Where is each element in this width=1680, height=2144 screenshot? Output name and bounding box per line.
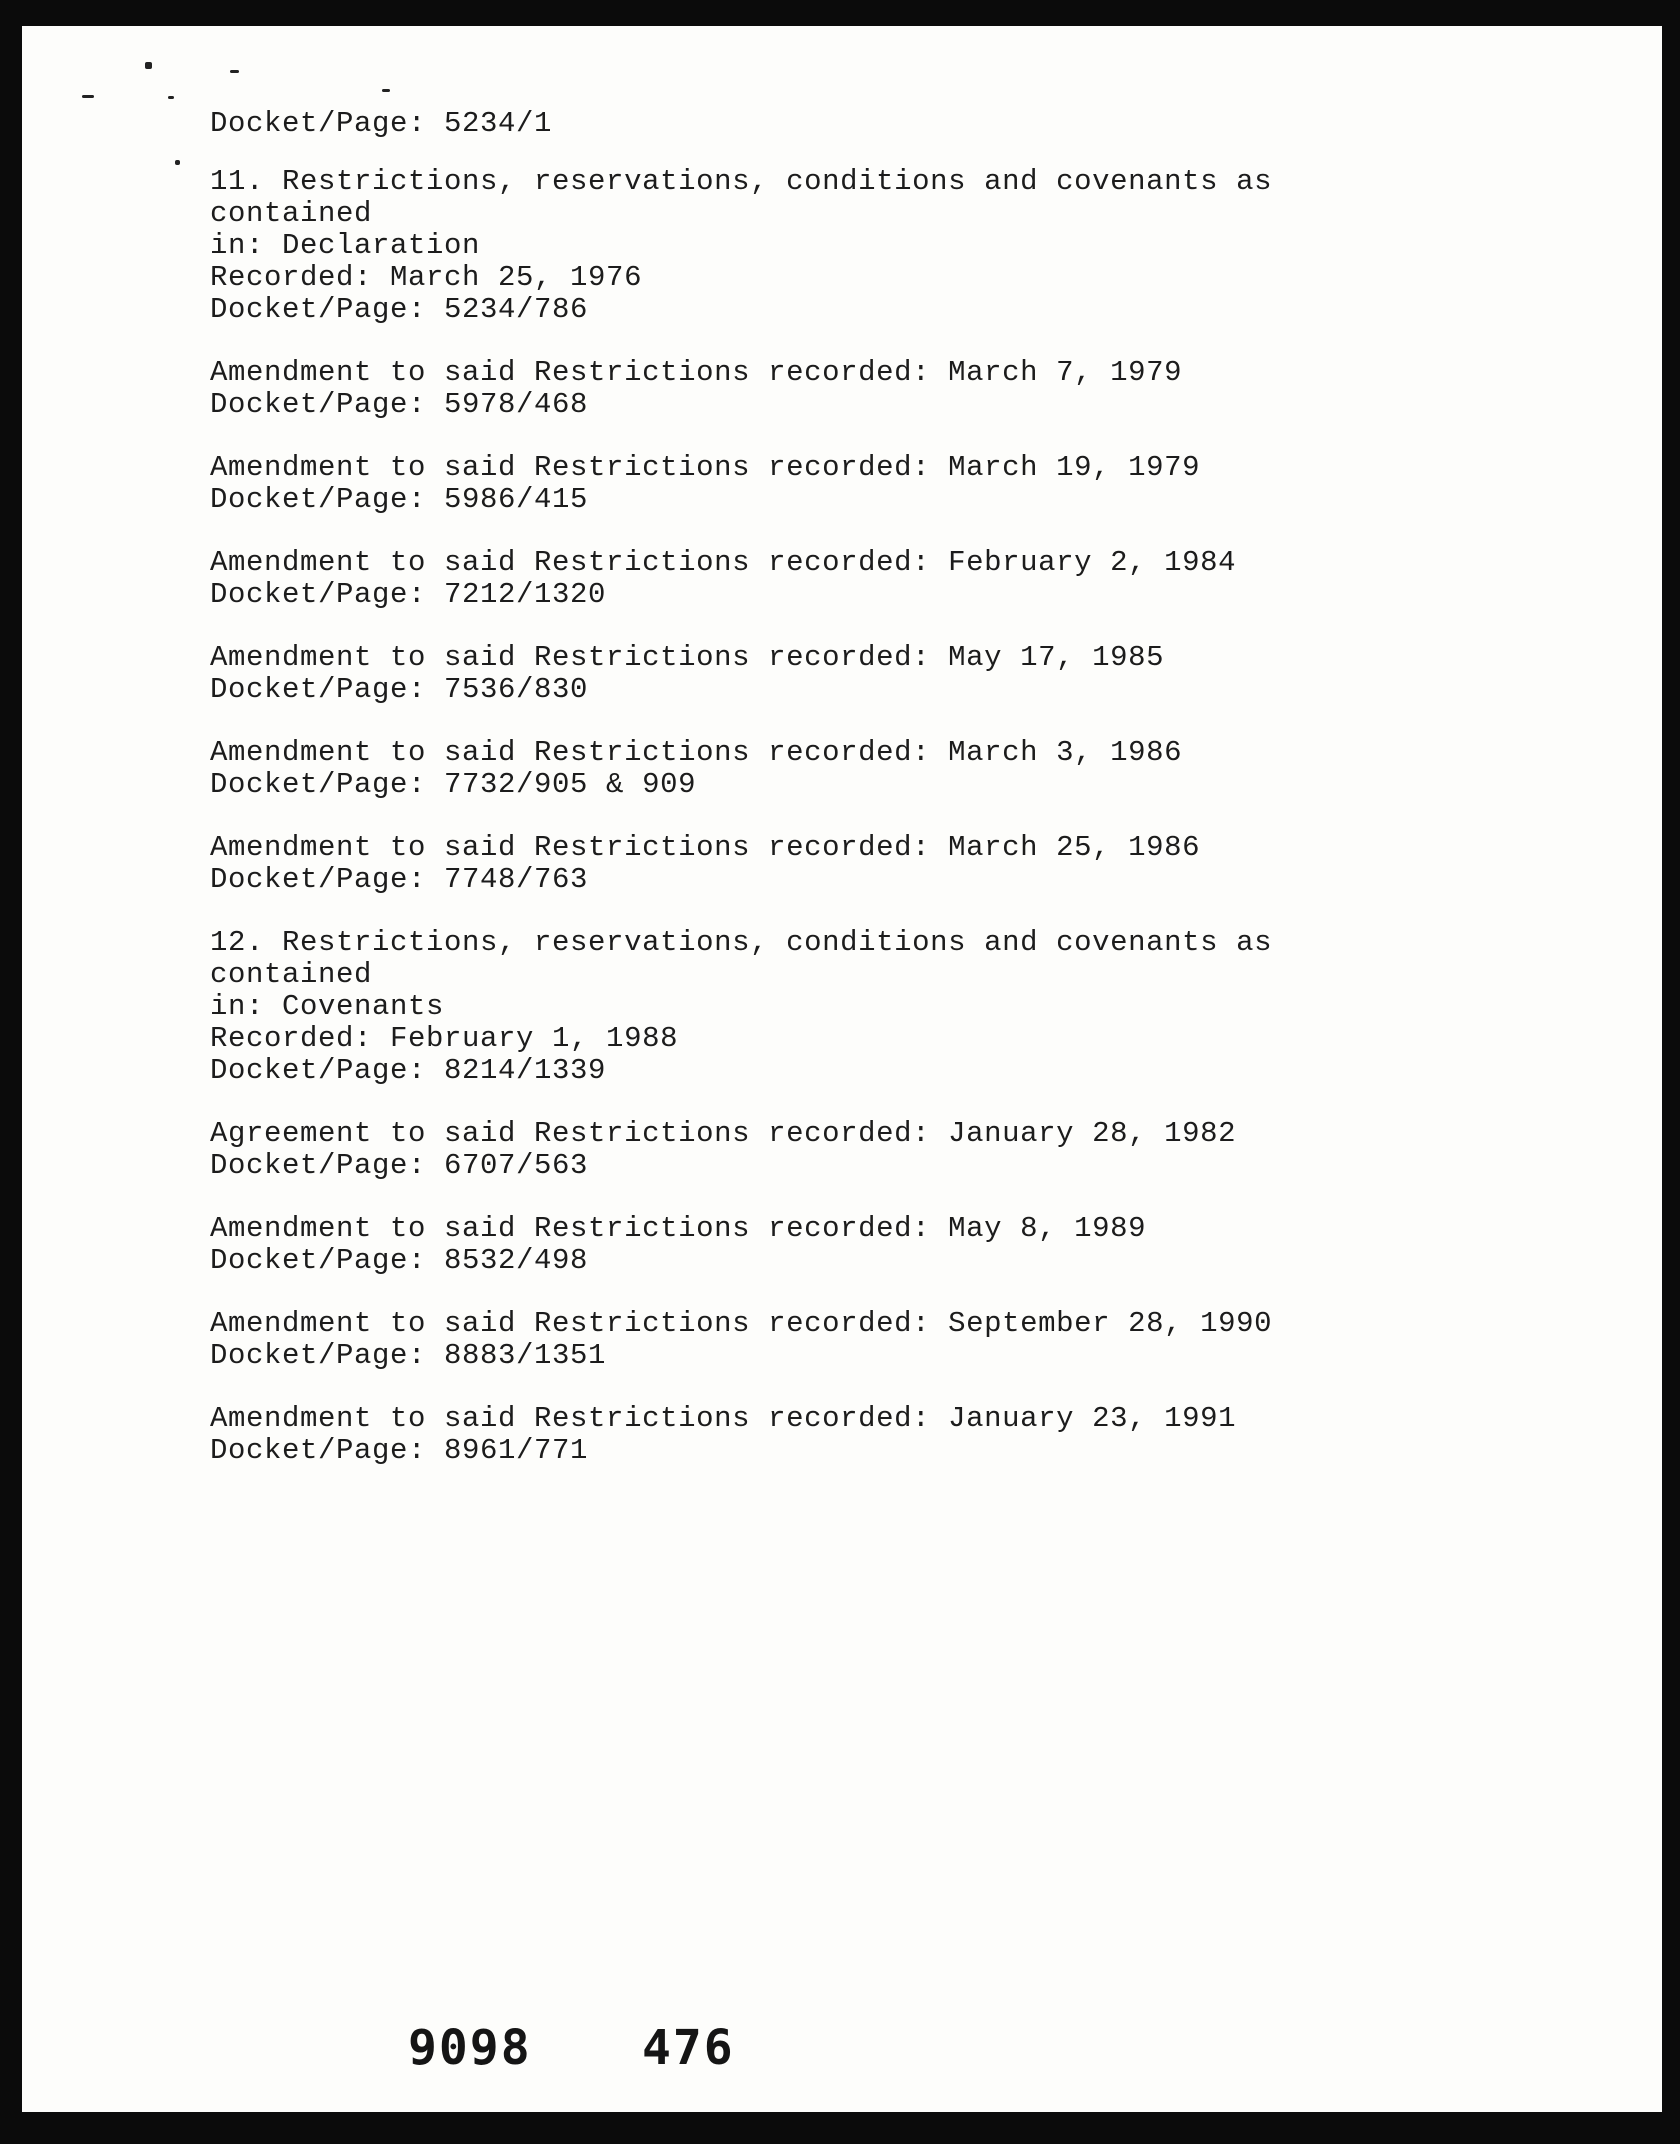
entry-line: Amendment to said Restrictions recorded: March 3, 1986 xyxy=(210,736,1183,769)
restriction-entry xyxy=(210,1118,1410,1182)
entry-line: Docket/Page: 5986/415 xyxy=(210,483,589,516)
entry-line: Amendment to said Restrictions recorded: March 19, 1979 xyxy=(210,451,1201,484)
entry-line: Docket/Page: 6707/563 xyxy=(210,1149,589,1182)
restriction-entry xyxy=(210,927,1410,1087)
entry-line: Amendment to said Restrictions recorded: March 25, 1986 xyxy=(210,831,1201,864)
page-number: 476 xyxy=(642,2020,735,2076)
restriction-entry xyxy=(210,642,1410,706)
entry-line: Amendment to said Restrictions recorded: February 2, 1984 xyxy=(210,546,1237,579)
entry-line: Docket/Page: 5234/786 xyxy=(210,293,589,326)
entry-line: Docket/Page: 7732/905 & 909 xyxy=(210,768,697,801)
restriction-entry xyxy=(210,832,1410,896)
restriction-entry xyxy=(210,1308,1410,1372)
entry-line: in: Covenants xyxy=(210,990,445,1023)
entry-line: Amendment to said Restrictions recorded: May 17, 1985 xyxy=(210,641,1165,674)
restriction-entry xyxy=(210,166,1410,326)
entry-line: Amendment to said Restrictions recorded: September 28, 1990 xyxy=(210,1307,1273,1340)
entry-line: Docket/Page: 5978/468 xyxy=(210,388,589,421)
entry-line: Amendment to said Restrictions recorded: March 7, 1979 xyxy=(210,356,1183,389)
scan-speck xyxy=(82,95,94,98)
document-body xyxy=(210,108,1410,1498)
entry-line: 11. Restrictions, reservations, conditions and covenants as xyxy=(210,165,1273,198)
restriction-entry xyxy=(210,1403,1410,1467)
restriction-entry xyxy=(210,1213,1410,1277)
entry-line: Amendment to said Restrictions recorded: May 8, 1989 xyxy=(210,1212,1147,1245)
entry-line: Docket/Page: 8883/1351 xyxy=(210,1339,607,1372)
scan-speck xyxy=(230,70,239,73)
entry-line: 12. Restrictions, reservations, conditions and covenants as xyxy=(210,926,1273,959)
scan-speck xyxy=(175,160,180,165)
entry-line: in: Declaration xyxy=(210,229,481,262)
scan-speck xyxy=(145,62,152,69)
entry-line: Docket/Page: 7212/1320 xyxy=(210,578,607,611)
scan-speck xyxy=(382,89,390,92)
entry-line: contained xyxy=(210,958,373,991)
book-number: 9098 xyxy=(408,2020,532,2076)
restriction-entry xyxy=(210,357,1410,421)
docket-page-header: Docket/Page: 5234/1 xyxy=(210,107,553,140)
entry-line: Agreement to said Restrictions recorded: January 28, 1982 xyxy=(210,1117,1237,1150)
entry-line: Recorded: March 25, 1976 xyxy=(210,261,643,294)
restriction-entry xyxy=(210,737,1410,801)
entry-line: Docket/Page: 8214/1339 xyxy=(210,1054,607,1087)
entry-line: Docket/Page: 8532/498 xyxy=(210,1244,589,1277)
entry-line: Amendment to said Restrictions recorded: January 23, 1991 xyxy=(210,1402,1237,1435)
scan-speck xyxy=(168,96,174,99)
entry-line: Recorded: February 1, 1988 xyxy=(210,1022,679,1055)
entry-line: Docket/Page: 7536/830 xyxy=(210,673,589,706)
entry-line: Docket/Page: 8961/771 xyxy=(210,1434,589,1467)
restriction-entry xyxy=(210,547,1410,611)
entry-line: contained xyxy=(210,197,373,230)
restriction-entry xyxy=(210,452,1410,516)
entry-line: Docket/Page: 7748/763 xyxy=(210,863,589,896)
